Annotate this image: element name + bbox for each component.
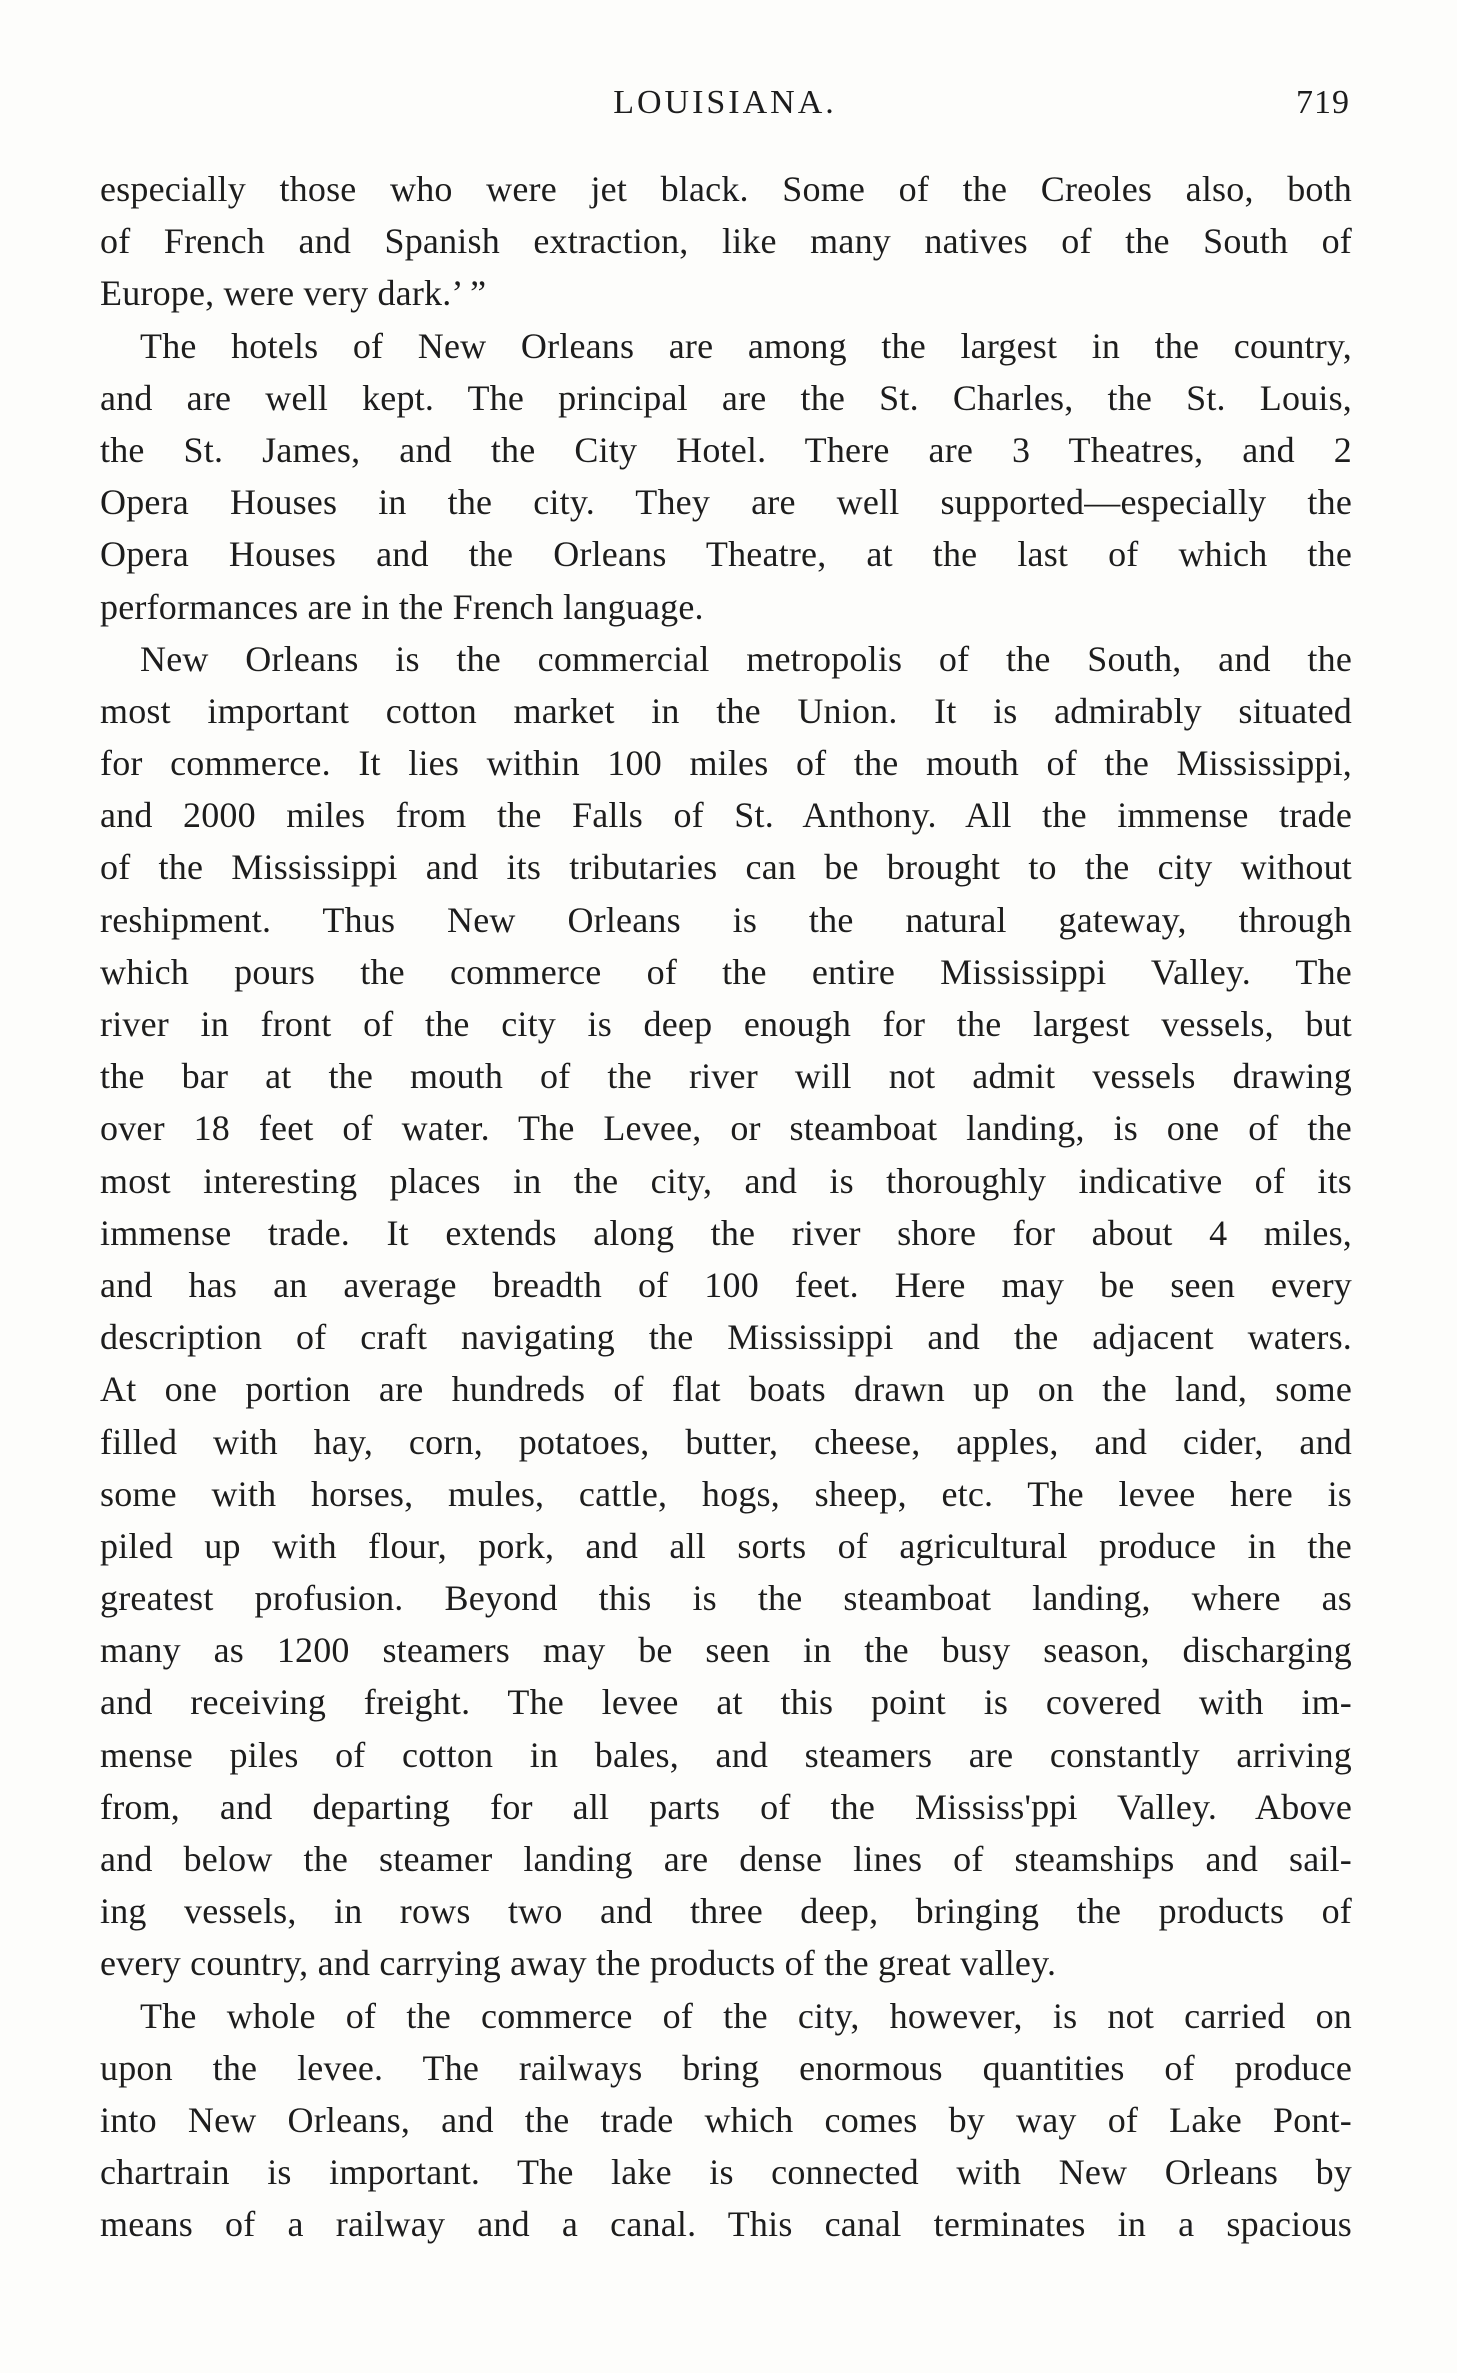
text-line: and has an average breadth of 100 feet. Here may be seen every <box>100 1264 1352 1305</box>
text-line: Opera Houses and the Orleans Theatre, at the last of which the <box>100 534 1352 575</box>
text-line: most interesting places in the city, and is thoroughly indicative of its <box>100 1160 1352 1201</box>
text-line: description of craft navigating the Mississippi and the adjacent waters. <box>100 1317 1352 1358</box>
text-line: especially those who were jet black. Some of the Creoles also, both <box>100 169 1352 209</box>
page-number: 719 <box>1296 84 1350 121</box>
text-line: piled up with flour, pork, and all sorts of agricultural produce in the <box>100 1525 1352 1566</box>
text-line: every country, and carrying away the products of the great valley. <box>100 1943 1057 1984</box>
text-line: over 18 feet of water. The Levee, or steamboat landing, is one of the <box>100 1108 1352 1149</box>
text-line: into New Orleans, and the trade which comes by way of Lake Pont- <box>100 2099 1352 2140</box>
text-line: filled with hay, corn, potatoes, butter, cheese, apples, and cider, and <box>100 1421 1352 1462</box>
text-line: of French and Spanish extraction, like many natives of the South of <box>100 221 1352 262</box>
text-line: some with horses, mules, cattle, hogs, sheep, etc. The levee here is <box>100 1473 1352 1514</box>
text-line: At one portion are hundreds of flat boats drawn up on the land, some <box>100 1369 1352 1410</box>
text-line: performances are in the French language. <box>100 586 704 627</box>
running-head <box>100 78 1350 128</box>
text-line: New Orleans is the commercial metropolis of the South, and the <box>140 638 1352 679</box>
text-line: means of a railway and a canal. This canal terminates in a spacious <box>100 2204 1352 2245</box>
text-line: Opera Houses in the city. They are well supported—especially the <box>100 482 1352 523</box>
text-line: the St. James, and the City Hotel. There are 3 Theatres, and 2 <box>100 429 1352 470</box>
text-line: reshipment. Thus New Orleans is the natural gateway, through <box>100 899 1352 940</box>
text-line: which pours the commerce of the entire Mississippi Valley. The <box>100 951 1352 992</box>
text-line: The whole of the commerce of the city, however, is not carried on <box>140 1995 1352 2036</box>
text-line: many as 1200 steamers may be seen in the busy season, discharging <box>100 1630 1352 1671</box>
text-line: from, and departing for all parts of the Mississ'ppi Valley. Above <box>100 1786 1352 1827</box>
text-line: ing vessels, in rows two and three deep, bringing the products of <box>100 1891 1352 1932</box>
text-line: mense piles of cotton in bales, and steamers are constantly arriving <box>100 1734 1352 1775</box>
text-line: immense trade. It extends along the river shore for about 4 miles, <box>100 1212 1352 1253</box>
text-line: of the Mississippi and its tributaries can be brought to the city without <box>100 847 1352 888</box>
text-line: The hotels of New Orleans are among the largest in the country, <box>140 325 1352 366</box>
text-line: Europe, were very dark.’ ” <box>100 273 487 314</box>
text-line: and 2000 miles from the Falls of St. Anthony. All the immense trade <box>100 795 1352 836</box>
body-text <box>100 163 1352 2251</box>
text-line: upon the levee. The railways bring enormous quantities of produce <box>100 2047 1352 2088</box>
running-title: LOUISIANA. <box>613 84 837 121</box>
text-line: chartrain is important. The lake is connected with New Orleans by <box>100 2152 1352 2193</box>
text-line: the bar at the mouth of the river will not admit vessels drawing <box>100 1056 1352 1097</box>
text-line: most important cotton market in the Union. It is admirably situated <box>100 690 1352 731</box>
text-line: and below the steamer landing are dense lines of steamships and sail- <box>100 1839 1352 1879</box>
text-line: for commerce. It lies within 100 miles of the mouth of the Mississippi, <box>100 743 1352 784</box>
text-line: and are well kept. The principal are the St. Charles, the St. Louis, <box>100 377 1352 418</box>
text-line: greatest profusion. Beyond this is the steamboat landing, where as <box>100 1578 1352 1619</box>
text-line: and receiving freight. The levee at this point is covered with im- <box>100 1682 1352 1723</box>
text-line: river in front of the city is deep enough for the largest vessels, but <box>100 1004 1352 1044</box>
